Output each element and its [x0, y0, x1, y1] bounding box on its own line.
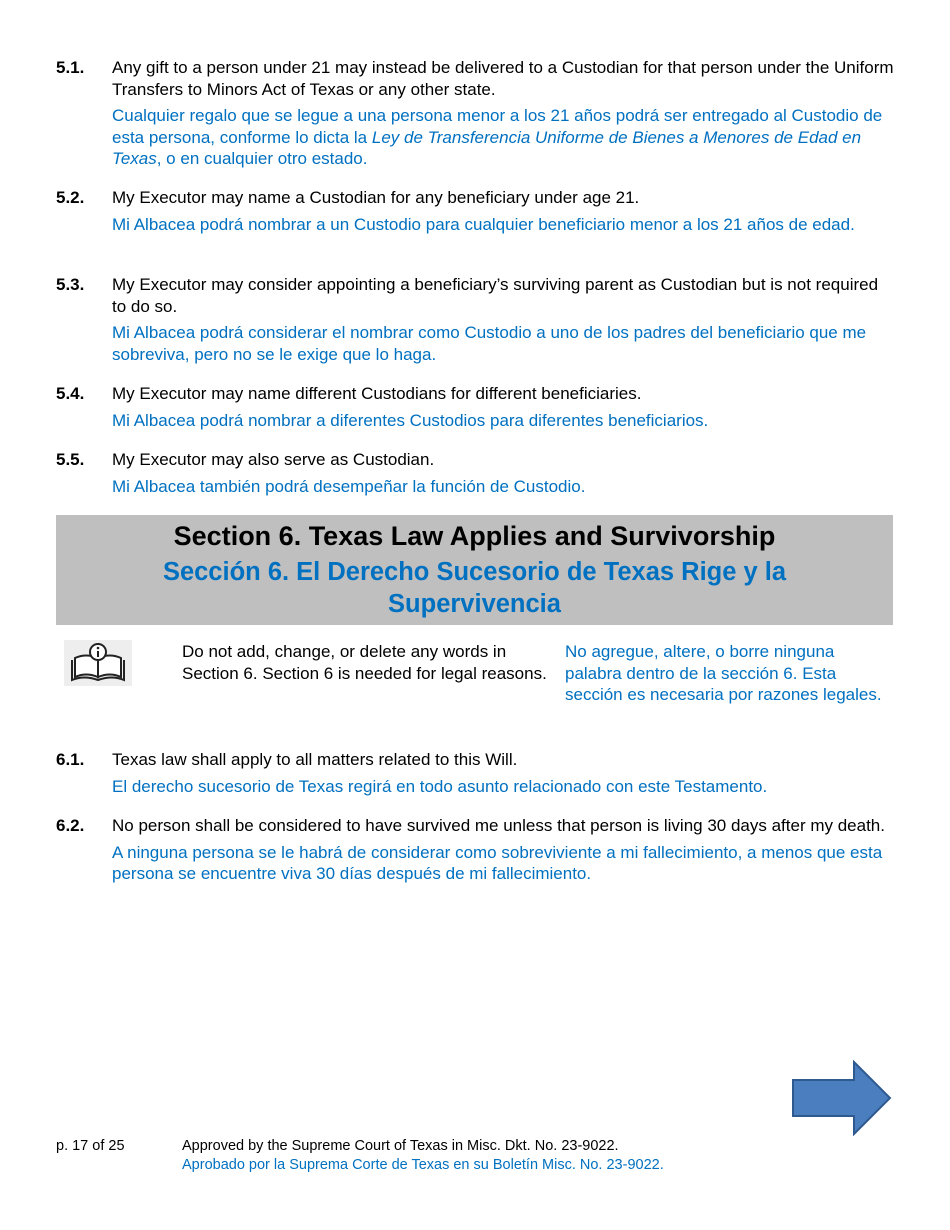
clause-number: 5.3. — [56, 275, 85, 294]
approval-es: Aprobado por la Suprema Corte de Texas en su Boletín Misc. No. 23-9022. — [182, 1157, 664, 1173]
page-number: p. 17 of 25 — [56, 1138, 125, 1154]
clause-text-en: Texas law shall apply to all matters related to this Will. — [112, 750, 518, 769]
clause-number: 5.4. — [56, 384, 85, 403]
clause-6-2 — [56, 815, 896, 885]
clause-text-es: Mi Albacea también podrá desempeñar la función de Custodio. — [112, 476, 586, 496]
clause-text-es: A ninguna persona se le habrá de considerar como sobreviviente a mi fallecimiento, a menos que esta persona se encuentre viva 30 días después de mi fallecimiento. — [112, 842, 883, 883]
section-title-es: Sección 6. El Derecho Sucesorio de Texas Rige y la Supervivencia — [162, 558, 787, 618]
clause-number: 5.1. — [56, 58, 85, 77]
clause-text-en: Any gift to a person under 21 may instead be delivered to a Custodian for that person under the Uniform Transfers to Minors Act of Texas or any other state. — [112, 58, 894, 99]
section-6-header — [56, 515, 893, 625]
info-book-icon — [64, 640, 132, 686]
clause-6-1 — [56, 749, 896, 797]
note-text-en: Do not add, change, or delete any words in Section 6. Section 6 is needed for legal reasons. — [182, 642, 547, 683]
note-text-es: No agregue, altere, o borre ninguna palabra dentro de la sección 6. Esta sección es necesaria por razones legales. — [565, 642, 882, 704]
approval-en: Approved by the Supreme Court of Texas in Misc. Dkt. No. 23-9022. — [182, 1138, 619, 1154]
clause-text-en: My Executor may also serve as Custodian. — [112, 450, 435, 469]
clause-text-en: No person shall be considered to have survived me unless that person is living 30 days after my death. — [112, 816, 885, 835]
clause-number: 6.1. — [56, 750, 85, 769]
clause-number: 6.2. — [56, 816, 85, 835]
clause-5-5 — [56, 449, 896, 497]
clause-text-es: El derecho sucesorio de Texas regirá en todo asunto relacionado con este Testamento. — [112, 776, 768, 796]
clause-5-3 — [56, 274, 896, 365]
section-title-en: Section 6. Texas Law Applies and Survivorship — [173, 521, 776, 551]
clause-text-es: Mi Albacea podrá considerar el nombrar como Custodio a uno de los padres del beneficiario que me sobreviva, pero no se le exige que lo haga. — [112, 323, 867, 364]
clause-text-es-part: Cualquier regalo que se legue a una persona menor a los 21 años podrá ser entregado al Custodio de esta persona, conforme lo dicta la — [112, 106, 883, 147]
clause-text-es: Mi Albacea podrá nombrar a diferentes Custodios para diferentes beneficiarios. — [112, 410, 709, 430]
clause-text-es-part: , o en cualquier otro estado. — [156, 149, 368, 168]
approval-note — [182, 1137, 664, 1175]
clause-text-en: My Executor may consider appointing a beneficiary’s surviving parent as Custodian but is not required to do so. — [112, 275, 879, 316]
clause-text-es: Mi Albacea podrá nombrar a un Custodio para cualquier beneficiario menor a los 21 años de edad. — [112, 214, 855, 234]
clause-text-es — [112, 105, 896, 170]
clause-5-1 — [56, 57, 896, 170]
law-name-italic: Ley de Transferencia Uniforme de Bienes a Menores de Edad en Texas — [112, 127, 862, 168]
clause-5-2 — [56, 187, 896, 235]
clause-text-en: My Executor may name different Custodians for different beneficiaries. — [112, 384, 642, 403]
clause-text-en: My Executor may name a Custodian for any beneficiary under age 21. — [112, 188, 640, 207]
clause-number: 5.2. — [56, 188, 85, 207]
next-page-arrow-icon[interactable] — [790, 1060, 894, 1141]
clause-5-4 — [56, 383, 896, 431]
clause-number: 5.5. — [56, 450, 85, 469]
